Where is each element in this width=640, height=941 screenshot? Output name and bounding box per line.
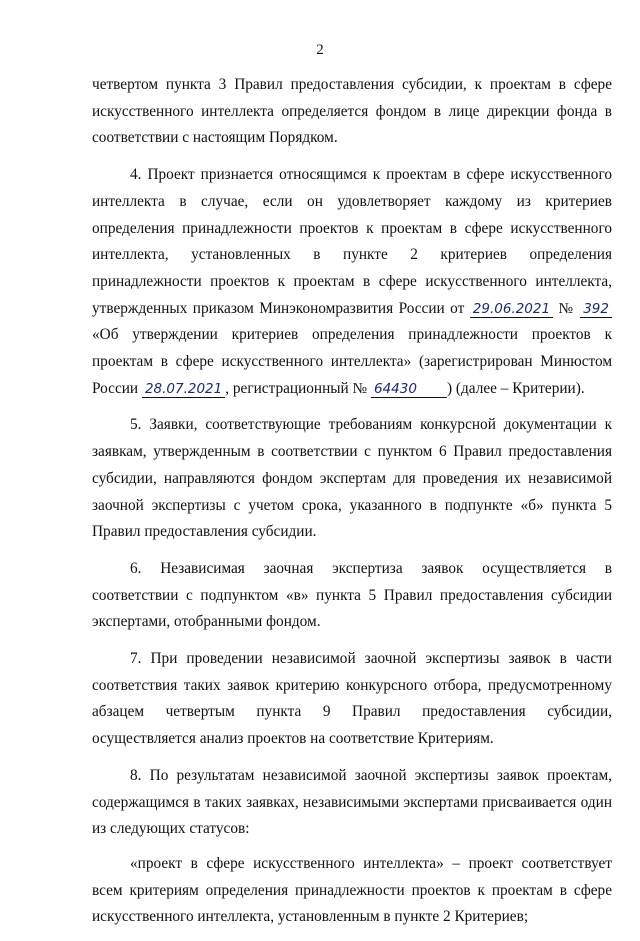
paragraph-status-ai-project: «проект в сфере искусственного интеллекта» – проект соответствует всем критериям определения принадлежности проектов к проектам в сфере искусственного интеллекта, установленным в пункте 2 Критериев; — [92, 854, 612, 926]
paragraph-4-text-d: , регистрационный № — [225, 379, 371, 397]
document-body — [92, 72, 612, 941]
paragraph-6: 6. Независимая заочная экспертиза заявок осуществляется в соответствии с подпунктом «в» пункта 5 Правил предоставления субсидии экспертами, отобранными фондом. — [92, 559, 612, 631]
paragraph-7: 7. При проведении независимой заочной экспертизы заявок в части соответствия таких заявок критерию конкурсного отбора, предусмотренному абзацем четвертым пункта 9 Правил предоставления субсидии, осуществляется анализ проектов на соответствие Критериям. — [92, 650, 612, 748]
paragraph-4-text-c: «Об утверждении критериев определения принадлежности проектов к проектам в сфере искусственного интеллекта» (зарегистрирован Минюстом России — [92, 326, 612, 397]
paragraph-4-text-a: 4. Проект признается относящимся к проектам в сфере искусственного интеллекта в случае, если он удовлетворяет каждому из критериев определения принадлежности проектов к проектам в сфере искусственного интеллекта, установленных в пункте 2 критериев определения принадлежности проектов к проектам в сфере искусственного интеллекта, утвержденных приказом Минэкономразвития России от — [92, 166, 612, 317]
paragraph-4-text-b: № — [553, 299, 581, 317]
handwritten-registration-number: 64430 — [371, 381, 447, 398]
page-number: 2 — [316, 42, 324, 58]
paragraph-4 — [92, 162, 612, 402]
handwritten-order-number: 392 — [580, 301, 612, 318]
paragraph-8: 8. По результатам независимой заочной экспертизы заявок проектам, содержащимся в таких заявках, независимыми экспертами присваивается один из следующих статусов: — [92, 766, 612, 838]
handwritten-order-date: 29.06.2021 — [470, 301, 553, 318]
paragraph-5: 5. Заявки, соответствующие требованиям конкурсной документации к заявкам, утвержденным в соответствии с пунктом 6 Правил предоставления субсидии, направляются фондом экспертам для проведения их независимой заочной экспертизы с учетом срока, указанного в подпункте «б» пункта 5 Правил предоставления субсидии. — [92, 416, 612, 541]
handwritten-registration-date: 28.07.2021 — [142, 381, 225, 398]
paragraph-continuation: четвертом пункта 3 Правил предоставления субсидии, к проектам в сфере искусственного интеллекта определяется фондом в лице дирекции фонда в соответствии с настоящим Порядком. — [92, 76, 612, 147]
paragraph-4-text-e: ) (далее – Критерии). — [446, 379, 585, 397]
